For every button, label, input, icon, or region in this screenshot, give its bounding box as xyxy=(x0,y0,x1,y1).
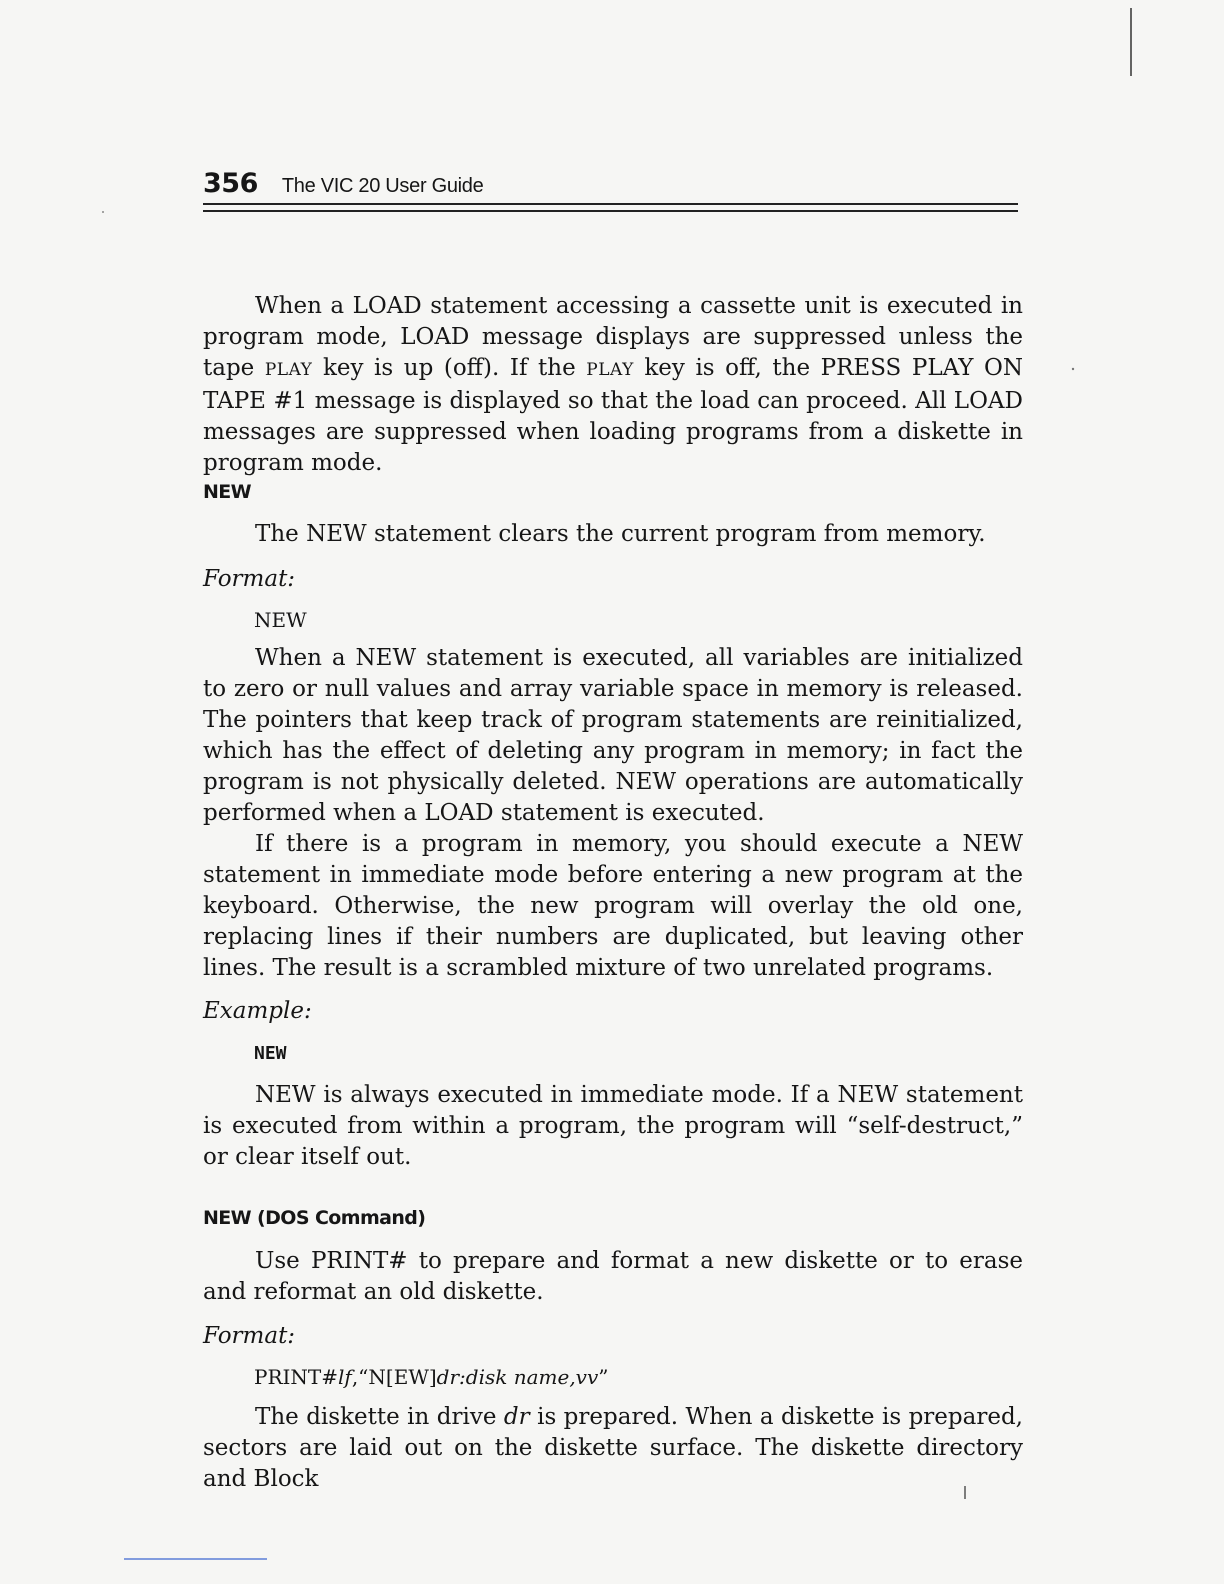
format-prefix: PRINT# xyxy=(254,1365,339,1389)
scan-dust-dot xyxy=(102,211,104,213)
page-number: 356 xyxy=(203,168,258,199)
load-text-3: key is off, the PRESS PLAY ON TAPE #1 message is displayed so that the load can proceed. All LOAD messages are suppressed when loading programs from a diskette in program mode. xyxy=(203,355,1024,476)
load-text-2: key is up (off). If the xyxy=(312,355,587,381)
format-code: NEW xyxy=(254,608,307,632)
load-text-1: When a LOAD statement accessing a cassette unit is executed in program mode, LOAD message displays are suppressed unless the tape xyxy=(203,293,1023,381)
new-paragraph-1: When a NEW statement is executed, all variables are initialized to zero or null values and array variable space in memory is released. The pointers that keep track of program statements are reinitialized, which has the effect of deleting any program in memory; in fact the program is not physically deleted. NEW operations are automatically performed when a LOAD statement is executed. xyxy=(203,645,1023,826)
format-mid: ,“N[EW] xyxy=(351,1365,437,1389)
dos-text-b: is prepared. When a diskette is prepared, sectors are laid out on the diskette surface. The diskette directory and Block xyxy=(203,1404,1023,1492)
format-args: dr:disk name,vv xyxy=(436,1365,599,1389)
dos-format-label: Format: xyxy=(203,1323,296,1349)
format-lf: lf xyxy=(338,1365,352,1389)
play-key-2: PLAY xyxy=(586,360,634,380)
section-heading-new-dos: NEW (DOS Command) xyxy=(203,1207,426,1229)
example-label: Example: xyxy=(203,998,312,1024)
dos-text-a: The diskette in drive xyxy=(255,1404,504,1430)
format-label: Format: xyxy=(203,566,296,592)
new-paragraph-3: NEW is always executed in immediate mode. If a NEW statement is executed from within a program, the program will “self-destruct,” or clear itself out. xyxy=(203,1082,1023,1170)
example-code: NEW xyxy=(254,1043,287,1064)
new-paragraph-2: If there is a program in memory, you should execute a NEW statement in immediate mode before entering a new program at the keyboard. Otherwise, the new program will overlay the old one, replacing lines if their numbers are duplicated, but leaving other lines. The result is a scrambled mixture of two unrelated programs. xyxy=(203,831,1023,981)
dos-intro-text: Use PRINT# to prepare and format a new diskette or to erase and reformat an old diskette. xyxy=(203,1248,1023,1305)
dos-drive-var: dr xyxy=(503,1404,530,1430)
running-title: The VIC 20 User Guide xyxy=(281,175,484,197)
format-close: ” xyxy=(598,1365,609,1389)
section-heading-new: NEW xyxy=(203,481,252,503)
scan-dust-dot xyxy=(1072,368,1074,370)
play-key-1: PLAY xyxy=(264,360,313,380)
new-intro-text: The NEW statement clears the current program from memory. xyxy=(255,521,986,547)
